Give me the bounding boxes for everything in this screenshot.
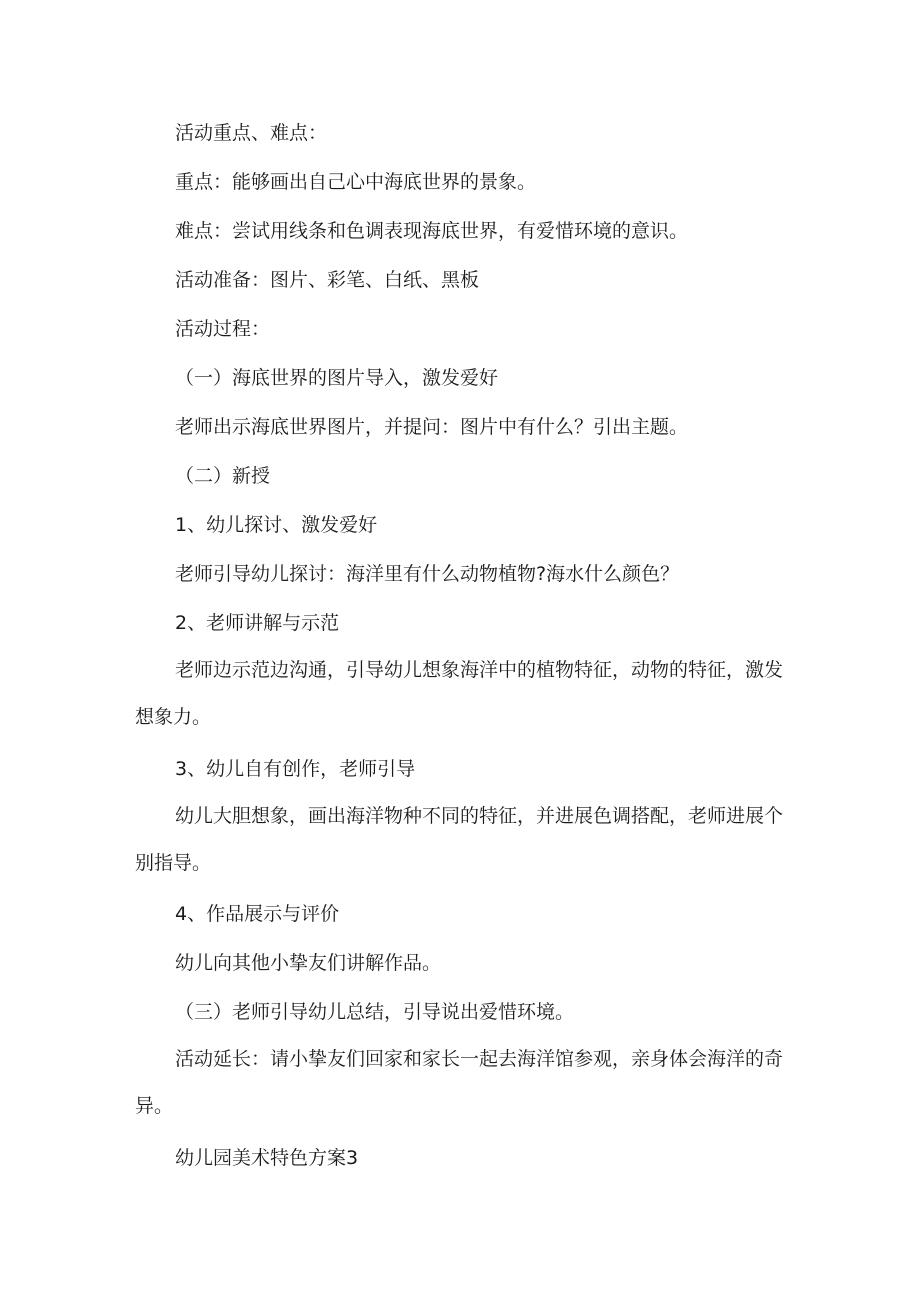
paragraph-section-1-body: 老师出示海底世界图片，并提问：图片中有什么？引出主题。 (175, 416, 689, 438)
paragraph-section-2: （二）新授 (175, 465, 271, 487)
paragraph-process-heading: 活动过程： (175, 318, 271, 340)
paragraph-section-3: （三）老师引导幼儿总结，引导说出爱惜环境。 (175, 1001, 575, 1023)
paragraph-section-1: （一）海底世界的图片导入，激发爱好 (175, 367, 499, 389)
paragraph-difficult-point: 难点：尝试用线条和色调表现海底世界，有爱惜环境的意识。 (175, 220, 689, 242)
paragraph-step-1-body: 老师引导幼儿探讨：海洋里有什么动物植物?海水什么颜色？ (175, 563, 680, 585)
paragraph-step-3-body: 幼儿大胆想象，画出海洋物种不同的特征，并进展色调搭配，老师进展个别指导。 (135, 805, 784, 874)
paragraph-preparation: 活动准备：图片、彩笔、白纸、黑板 (175, 269, 480, 291)
paragraph-step-2: 2、老师讲解与示范 (175, 612, 340, 634)
paragraph-key-difficult-points: 活动重点、难点： (175, 122, 328, 144)
paragraph-step-3: 3、幼儿自有创作，老师引导 (175, 758, 416, 780)
paragraph-extension: 活动延长：请小挚友们回家和家长一起去海洋馆参观，亲身体会海洋的奇异。 (135, 1048, 784, 1117)
paragraph-step-1: 1、幼儿探讨、激发爱好 (175, 514, 378, 536)
paragraph-step-4: 4、作品展示与评价 (175, 903, 340, 925)
paragraph-step-2-body: 老师边示范边沟通，引导幼儿想象海洋中的植物特征，动物的特征，激发想象力。 (135, 659, 784, 728)
paragraph-step-4-body: 幼儿向其他小挚友们讲解作品。 (175, 952, 442, 974)
paragraph-key-point: 重点：能够画出自己心中海底世界的景象。 (175, 171, 537, 193)
paragraph-plan-title: 幼儿园美术特色方案3 (175, 1147, 359, 1169)
